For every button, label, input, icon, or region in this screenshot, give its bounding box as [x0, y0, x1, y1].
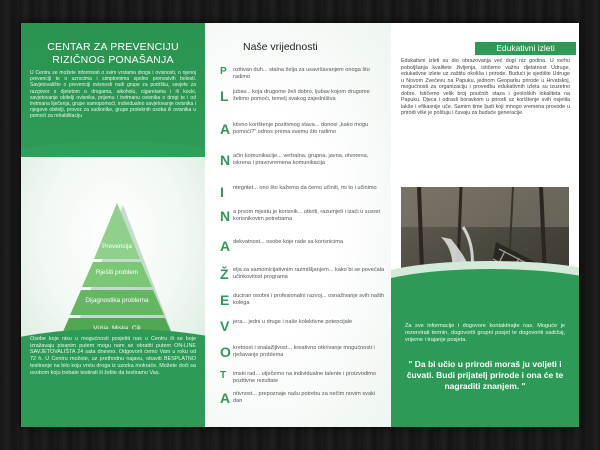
center-intro-text: U Centru se možete informirati o svim vrstama droga i ovisnosti, o njenoj prevenciji te o uzrocima i simptomima spolno prenosivih bolesti. Savjetovalište o prevenciji ovisnosti nudi grupe za podršku, savjete za razgovor s djetetom o drogama, alkoholu, cigaretama i ili kocki, savjetovanje obitelji ovisnika, prijemu i tretmanu ovisnika o drogi te i od tretmana liječenja, grupe samopomoći, individualno savjetovanje ovisnika i njegove obitelji, provoz za sudionike, grupe proteknih osoba ili ovisnika u pomoći za rehabilitaciju	[30, 70, 196, 120]
value-letter: P	[220, 66, 227, 77]
value-letter: N	[220, 152, 231, 168]
value-letter: E	[220, 292, 230, 308]
value-text: a prvom mjestu je korisnik... otkriti, razumjeti i izaći u susret korisnikovim potrebama	[233, 209, 381, 222]
value-letter: V	[220, 318, 230, 334]
values-heading: Naše vrijednosti	[243, 41, 318, 53]
pyramid-label-rjesiti-problem: Rješiti problem	[95, 269, 139, 276]
value-text: ozitivan duh... stalna želja za usavršavanjem onoga što radimo	[233, 67, 370, 80]
contact-text: Za sve informacije i dogovore kontaktirajte nas. Moguće je rezervirati termin, dogovoriti grupni posjet te dogovoriti sadržaj, vrijeme i trajanje posjeta.	[405, 323, 565, 343]
value-letter: L	[220, 88, 229, 104]
value-letter: O	[220, 344, 231, 360]
value-letter: T	[220, 370, 227, 381]
value-text: jubav... koja drugome želi dobro, ljubav kojom drugome želimo pomoći, temelj svakog zajedništva	[233, 89, 370, 102]
center-title-line1: CENTAR ZA PREVENCIJU	[47, 41, 179, 53]
value-letter: A	[220, 390, 231, 406]
value-text: ačin komunikacije... verbalna, grupna, javna, otvorena, iskrena i pravovremena komunikacija	[233, 153, 369, 166]
value-letter: A	[220, 121, 231, 137]
online-counseling-text: Osobe koje nisu u mogućnosti posjetiti nas u Centru ili se boje izražavaju pisanim putem mogu nam se obratiti putem ON-LINE SAVJETOVALIŠTA 24 sata dnevno. Odgovorit ćemo Vam u roku od 72 h. U Centru možete, uz prethodnu najavu, obaviti BESPLATNO testiranje na bilo koju vrstu droga iz uzorka mokrače. Možete doći sa osobom koju trebate testirati ili želite da testiramo Vas.	[30, 336, 196, 376]
value-letter: A	[220, 238, 231, 254]
value-text: jera... jedni u druge i naše kolektivne potencijale	[233, 319, 353, 325]
value-letter: Ž	[220, 266, 229, 282]
value-text: duciran osobni i profesionalni razvoj... osnaživanje svih naših kolega	[233, 293, 385, 306]
panel-middle	[205, 23, 391, 427]
value-text: ktivno korištenje pozitivnog stava... donosi „kako mogu pomoći?" odnos prema svemu što radimo	[233, 122, 369, 135]
center-title-line2: RIZIČNOG PONAŠANJA	[52, 54, 174, 66]
panel-right	[391, 23, 579, 427]
value-text: imski rad... utječemo na individualne talente i proizvodimo pozitivne rezultate	[233, 371, 377, 384]
pyramid-label-prevencija: Prevencija	[102, 243, 132, 250]
value-text: elja za samoinicijativnim razmišljanjem... kako bi se povećala učinkovitost programa	[233, 267, 385, 280]
value-text: kretnost i snalažljivost... kreativno otkrivanje mogućnosti i rješavanje problema	[233, 345, 375, 358]
nature-quote: " Da bi učio u prirodi moraš ju voljeti i čuvati. Budi prijatelj prirode i ona će te nagraditi znanjem. "	[406, 359, 564, 391]
value-text: ntivnost... prepoznaje našu potrebu za nečim novim svaki dan	[233, 391, 376, 404]
panel-left	[21, 23, 205, 427]
value-text: dekvatnost... osobe koje rade sa korisnicima	[233, 239, 344, 245]
pyramid-tier-1	[94, 203, 140, 259]
excursions-heading: Edukativni izleti	[475, 42, 576, 55]
value-letter: I	[220, 184, 224, 200]
brochure	[21, 23, 579, 427]
panel-middle-background	[205, 23, 391, 427]
excursions-text: Edukativni izleti su dio obrazovanja već dugi niz godina. U svrhu poboljšanja kvalitete življenja, ističemo važnu djelatnost Udruge, edukativne izlete uz zaštitu okoliša i prirode. Budući je sjedište Udruge u Novom Zvečevu na Papuku, jednom Geoparku prirode u Hrvatskoj, mogućnosti za organizaciju i provedbu edukativnih izleta su izuzetno dobre. Ističemo velik broj poučnih staza i geoloških lokaliteta na Papuku. Djeca i odrasli boravkom u prirodi uz korištenje svih osjetila lakše i efikasnije uče. Samim time ljudi koji mnogo vremena provode u prirodi više je poštuju i čuvaju za buduće generacije.	[401, 58, 570, 116]
value-text: ntegritet... ono što kažemo da ćemo učiniti, mi to i učinimo	[233, 185, 377, 191]
value-letter: N	[220, 208, 231, 224]
pyramid-label-dijagnostika: Dijagnostika problema	[85, 297, 149, 304]
